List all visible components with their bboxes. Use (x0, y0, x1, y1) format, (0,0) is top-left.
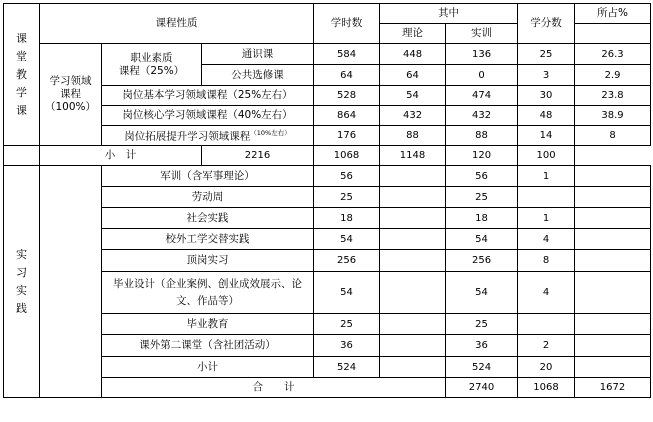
hours-cell: 528 (314, 86, 380, 106)
course-name: 毕业设计（企业案例、创业成效展示、论文、作品等） (102, 272, 314, 314)
course-name: 岗位基本学习领域课程（25%左右） (102, 86, 314, 106)
course-name: 社会实践 (102, 208, 314, 229)
theory-cell: 1068 (518, 378, 575, 398)
credits-cell: 1 (518, 166, 575, 187)
hours-cell: 56 (314, 166, 380, 187)
vocational-quality-label-line: 职业素质 (130, 51, 173, 64)
percent-cell (575, 250, 651, 272)
category-internship-char: 实 (16, 283, 27, 297)
theory-cell (380, 335, 446, 357)
theory-cell (380, 187, 446, 208)
subtotal-label: 小计 (102, 357, 314, 378)
percent-cell (575, 166, 651, 187)
hours-cell: 2740 (446, 378, 518, 398)
percent-cell (575, 335, 651, 357)
percent-cell (575, 208, 651, 229)
theory-cell (380, 314, 446, 335)
percent-cell: 100 (518, 146, 575, 166)
credits-cell (518, 314, 575, 335)
percent-cell (575, 187, 651, 208)
category-internship (4, 166, 40, 398)
header-practice: 实训 (446, 24, 518, 44)
practice-cell: 0 (446, 65, 518, 86)
credits-cell: 20 (518, 357, 575, 378)
practice-cell: 432 (446, 106, 518, 126)
practice-cell: 54 (446, 272, 518, 314)
hours-cell: 176 (314, 126, 380, 146)
hours-cell: 524 (314, 357, 380, 378)
course-name: 公共选修课 (202, 65, 314, 86)
category-classroom-char: 课 (16, 31, 27, 45)
header-hours: 学时数 (314, 4, 380, 44)
hours-cell: 2216 (202, 146, 314, 166)
theory-cell: 448 (380, 44, 446, 65)
hours-cell: 25 (314, 187, 380, 208)
category-classroom-char: 堂 (16, 49, 27, 63)
vocational-quality-label (102, 44, 202, 86)
credits-cell (518, 187, 575, 208)
percent-cell (575, 229, 651, 250)
course-name: 岗位核心学习领域课程（40%左右） (102, 106, 314, 126)
practice-cell: 56 (446, 166, 518, 187)
course-name: 通识课 (202, 44, 314, 65)
credits-cell: 4 (518, 229, 575, 250)
theory-cell (380, 166, 446, 187)
theory-cell: 432 (380, 106, 446, 126)
practice-cell: 136 (446, 44, 518, 65)
course-name: 课外第二课堂（含社团活动） (102, 335, 314, 357)
hours-cell: 54 (314, 229, 380, 250)
theory-cell (380, 357, 446, 378)
hours-cell: 64 (314, 65, 380, 86)
credits-cell: 2 (518, 335, 575, 357)
practice-cell: 256 (446, 250, 518, 272)
course-name: 毕业教育 (102, 314, 314, 335)
header-percent-blank (575, 24, 651, 44)
theory-cell: 88 (380, 126, 446, 146)
practice-cell: 524 (446, 357, 518, 378)
course-name: 军训（含军事理论） (102, 166, 314, 187)
practice-cell: 18 (446, 208, 518, 229)
credits-cell: 120 (446, 146, 518, 166)
theory-cell (380, 208, 446, 229)
percent-cell: 8 (575, 126, 651, 146)
practice-cell: 1148 (380, 146, 446, 166)
hours-cell: 25 (314, 314, 380, 335)
category-internship-char: 实 (16, 247, 27, 261)
category-classroom-char: 教 (16, 67, 27, 81)
category-classroom (4, 4, 40, 146)
course-name (102, 126, 314, 146)
course-name-note: （10%左右） (250, 129, 291, 138)
course-name-text: 岗位拓展提升学习领域课程 (124, 130, 251, 143)
header-percent: 所占% (575, 4, 651, 24)
category-internship-char: 习 (16, 265, 27, 279)
subtotal-blank (4, 146, 40, 166)
theory-cell: 64 (380, 65, 446, 86)
category-internship-char: 践 (16, 301, 27, 315)
credits-cell: 8 (518, 250, 575, 272)
header-among: 其中 (380, 4, 518, 24)
header-credits: 学分数 (518, 4, 575, 44)
vocational-quality-label-line: 课程（25%） (118, 64, 185, 77)
theory-cell (380, 229, 446, 250)
learning-domain-label-line: （100%） (44, 101, 97, 113)
practice-cell: 88 (446, 126, 518, 146)
percent-cell: 2.9 (575, 65, 651, 86)
hours-cell: 18 (314, 208, 380, 229)
percent-cell: 23.8 (575, 86, 651, 106)
theory-cell: 54 (380, 86, 446, 106)
learning-domain-label-line: 课程 (60, 88, 81, 100)
theory-cell (380, 250, 446, 272)
internship-blank-column (40, 166, 102, 398)
practice-cell: 1672 (575, 378, 651, 398)
header-theory: 理论 (380, 24, 446, 44)
hours-cell: 584 (314, 44, 380, 65)
practice-cell: 25 (446, 314, 518, 335)
total-label: 合 计 (102, 378, 446, 398)
theory-cell: 1068 (314, 146, 380, 166)
practice-cell: 25 (446, 187, 518, 208)
percent-cell (575, 314, 651, 335)
hours-cell: 36 (314, 335, 380, 357)
course-hours-table (3, 3, 651, 398)
course-name: 劳动周 (102, 187, 314, 208)
credits-cell: 4 (518, 272, 575, 314)
credits-cell: 3 (518, 65, 575, 86)
credits-cell: 30 (518, 86, 575, 106)
hours-cell: 864 (314, 106, 380, 126)
hours-cell: 256 (314, 250, 380, 272)
category-classroom-char: 课 (16, 103, 27, 117)
header-course-nature: 课程性质 (40, 4, 314, 44)
practice-cell: 36 (446, 335, 518, 357)
percent-cell (575, 357, 651, 378)
credits-cell: 25 (518, 44, 575, 65)
learning-domain-label-line: 学习领域 (49, 75, 92, 87)
theory-cell (380, 272, 446, 314)
credits-cell: 1 (518, 208, 575, 229)
percent-cell (575, 272, 651, 314)
practice-cell: 474 (446, 86, 518, 106)
percent-cell: 26.3 (575, 44, 651, 65)
hours-cell: 54 (314, 272, 380, 314)
subtotal-label: 小 计 (40, 146, 202, 166)
learning-domain-label (40, 44, 102, 146)
credits-cell: 14 (518, 126, 575, 146)
course-name: 顶岗实习 (102, 250, 314, 272)
course-name: 校外工学交替实践 (102, 229, 314, 250)
category-classroom-char: 学 (16, 85, 27, 99)
practice-cell: 54 (446, 229, 518, 250)
credits-cell: 48 (518, 106, 575, 126)
percent-cell: 38.9 (575, 106, 651, 126)
